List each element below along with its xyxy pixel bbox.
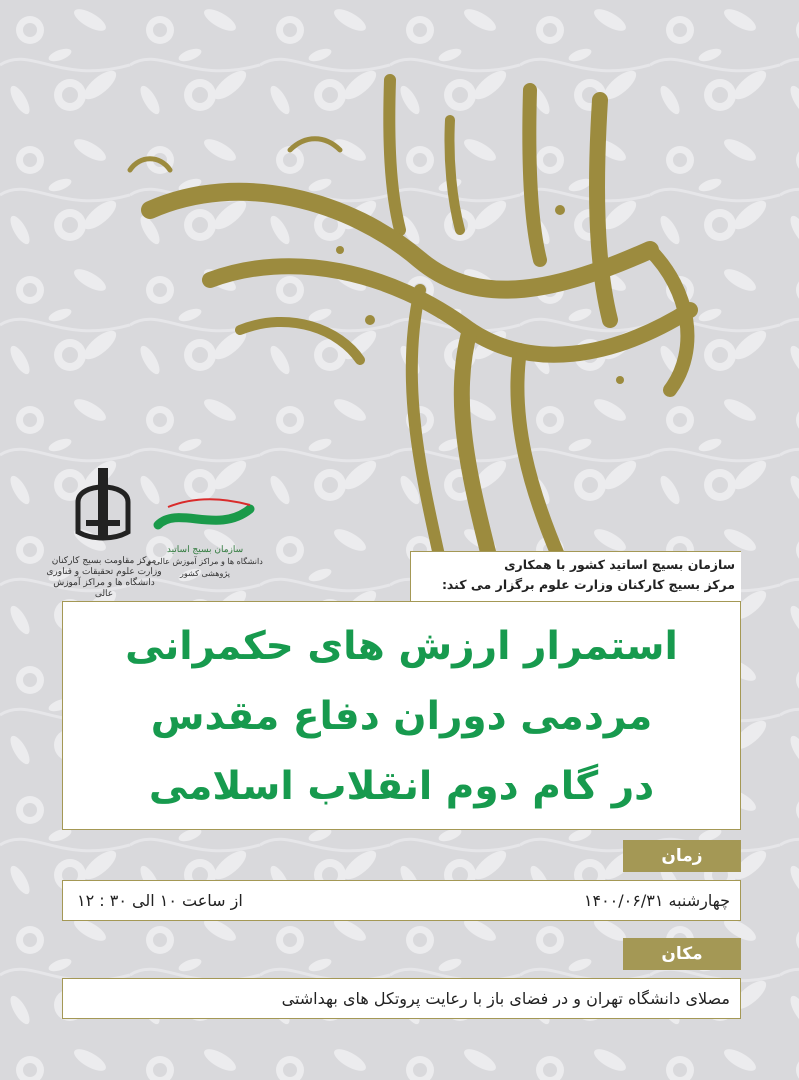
time-row — [62, 880, 741, 921]
event-title — [62, 601, 741, 830]
basij-professors-caption: سازمان بسیج اساتید دانشگاه ها و مراکز آموزش عالی و پژوهشی کشور — [147, 545, 263, 578]
basij-professors-logo — [148, 495, 260, 545]
event-place: مصلای دانشگاه تهران و در فضای باز با رعایت پروتکل های بهداشتی — [281, 989, 730, 1008]
title-line-3: در گام دوم انقلاب اسلامی — [148, 764, 655, 809]
event-hours: از ساعت ۱۰ الی ۳۰ : ۱۲ — [77, 891, 243, 910]
organizer-line-1: سازمان بسیج اساتید کشور با همکاری — [504, 557, 735, 572]
title-line-2: مردمی دوران دفاع مقدس — [150, 694, 653, 739]
organizer-line-2: مرکز بسیج کارکنان وزارت علوم برگزار می کند: — [441, 577, 735, 592]
organizer-box — [410, 551, 741, 601]
place-header: مکان — [623, 938, 741, 970]
calligraphy-logo — [90, 60, 730, 560]
event-date: چهارشنبه ۱۴۰۰/۰۶/۳۱ — [583, 891, 730, 910]
time-header: زمان — [623, 840, 741, 872]
title-line-1: استمرار ارزش های حکمرانی — [125, 624, 678, 669]
emblem-caption: مرکز مقاومت بسیج کارکنان وزارت علوم تحقیقات و فناوری دانشگاه ها و مراکز آموزش عالی — [46, 556, 162, 599]
place-row — [62, 978, 741, 1019]
